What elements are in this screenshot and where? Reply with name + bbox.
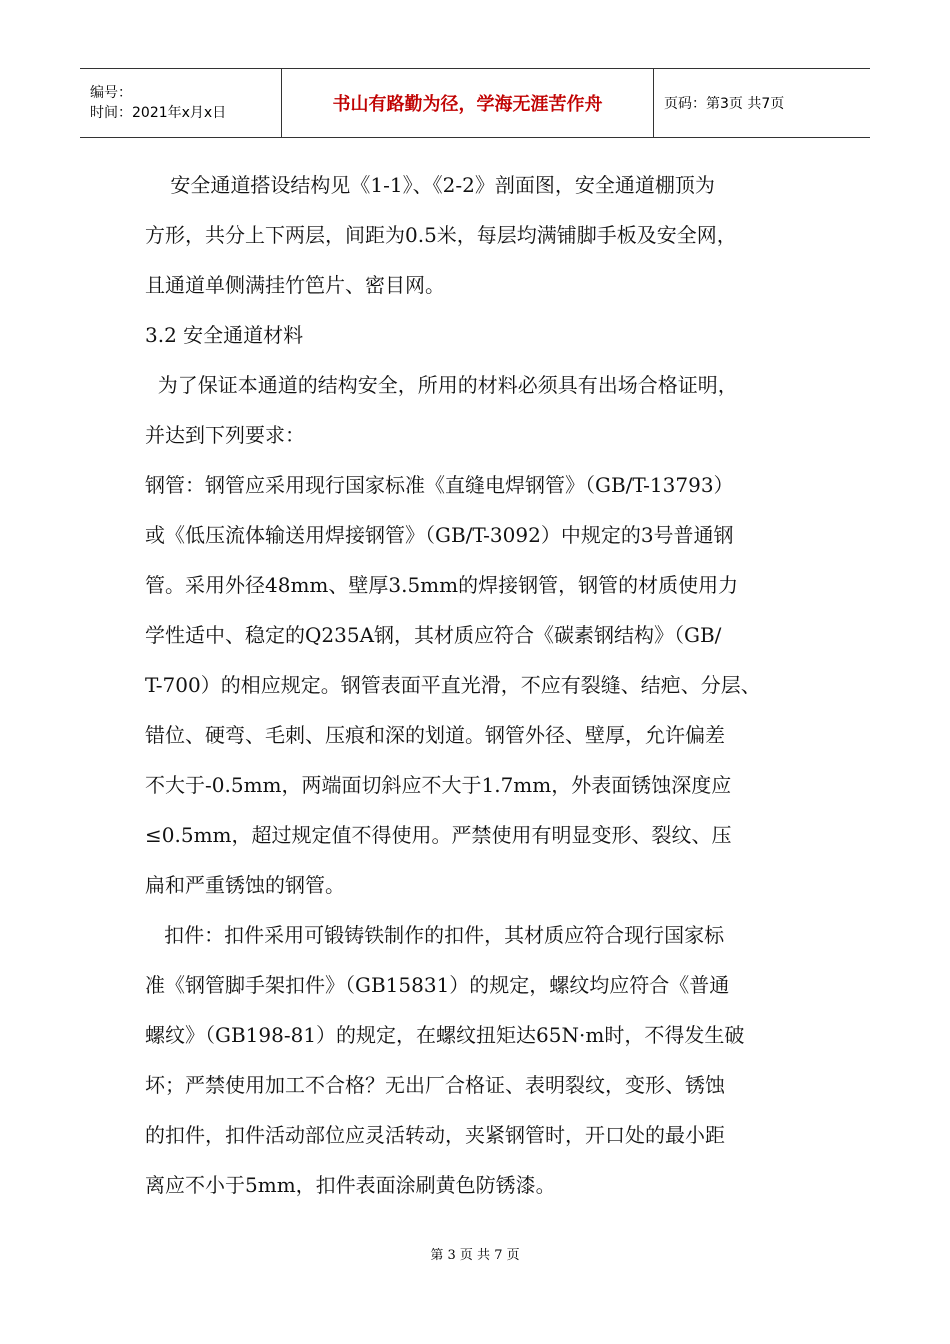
text-line: 且通道单侧满挂竹笆片、密目网。 [145, 273, 445, 297]
text-line: 并达到下列要求： [145, 423, 305, 447]
text-line: 为了保证本通道的结构安全，所用的材料必须具有出场合格证明， [145, 373, 738, 397]
text-line: 钢管：钢管应采用现行国家标准《直缝电焊钢管》（GB/T-13793） [145, 473, 734, 497]
text-line: 管。采用外径48mm、壁厚3.5mm的焊接钢管，钢管的材质使用力 [145, 573, 739, 597]
text-line: T-700）的相应规定。钢管表面平直光滑，不应有裂缝、结疤、分层、 [145, 673, 761, 697]
page-footer: 第 3 页 共 7 页 [430, 1248, 520, 1263]
header-meta [80, 69, 282, 137]
document-date: 时间：2021年x月x日 [90, 105, 227, 121]
section-heading: 3.2 安全通道材料 [145, 323, 304, 347]
text-line: 扣件：扣件采用可锻铸铁制作的扣件，其材质应符合现行国家标 [145, 923, 725, 947]
text-line: 不大于-0.5mm，两端面切斜应不大于1.7mm，外表面锈蚀深度应 [145, 773, 732, 797]
text-line: ≤0.5mm，超过规定值不得使用。严禁使用有明显变形、裂纹、压 [145, 823, 732, 847]
text-line: 离应不小于5mm，扣件表面涂刷黄色防锈漆。 [145, 1173, 556, 1197]
text-line: 扁和严重锈蚀的钢管。 [145, 873, 345, 897]
text-line: 安全通道搭设结构见《1-1》、《2-2》剖面图，安全通道棚顶为 [145, 173, 715, 197]
text-line: 准《钢管脚手架扣件》（GB15831）的规定，螺纹均应符合《普通 [145, 973, 730, 997]
header-page-info: 页码：第3页 共7页 [664, 96, 785, 112]
text-line: 的扣件，扣件活动部位应灵活转动，夹紧钢管时，开口处的最小距 [145, 1123, 725, 1147]
header-motto: 书山有路勤为径，学海无涯苦作舟 [282, 69, 654, 137]
text-line: 或《低压流体输送用焊接钢管》（GB/T-3092）中规定的3号普通钢 [145, 523, 734, 547]
text-line: 错位、硬弯、毛刺、压痕和深的划道。钢管外径、壁厚，允许偏差 [145, 723, 725, 747]
text-line: 方形，共分上下两层，间距为0.5米，每层均满铺脚手板及安全网， [145, 223, 737, 247]
text-line: 学性适中、稳定的Q235A钢，其材质应符合《碳素钢结构》（GB/ [145, 623, 722, 647]
text-line: 螺纹》（GB198-81）的规定，在螺纹扭矩达65N·m时，不得发生破 [145, 1023, 745, 1047]
page-header [80, 68, 870, 138]
text-line: 坏；严禁使用加工不合格？无出厂合格证、表明裂纹，变形、锈蚀 [145, 1073, 725, 1097]
document-number-label: 编号： [90, 85, 132, 101]
body-text [145, 160, 825, 1210]
